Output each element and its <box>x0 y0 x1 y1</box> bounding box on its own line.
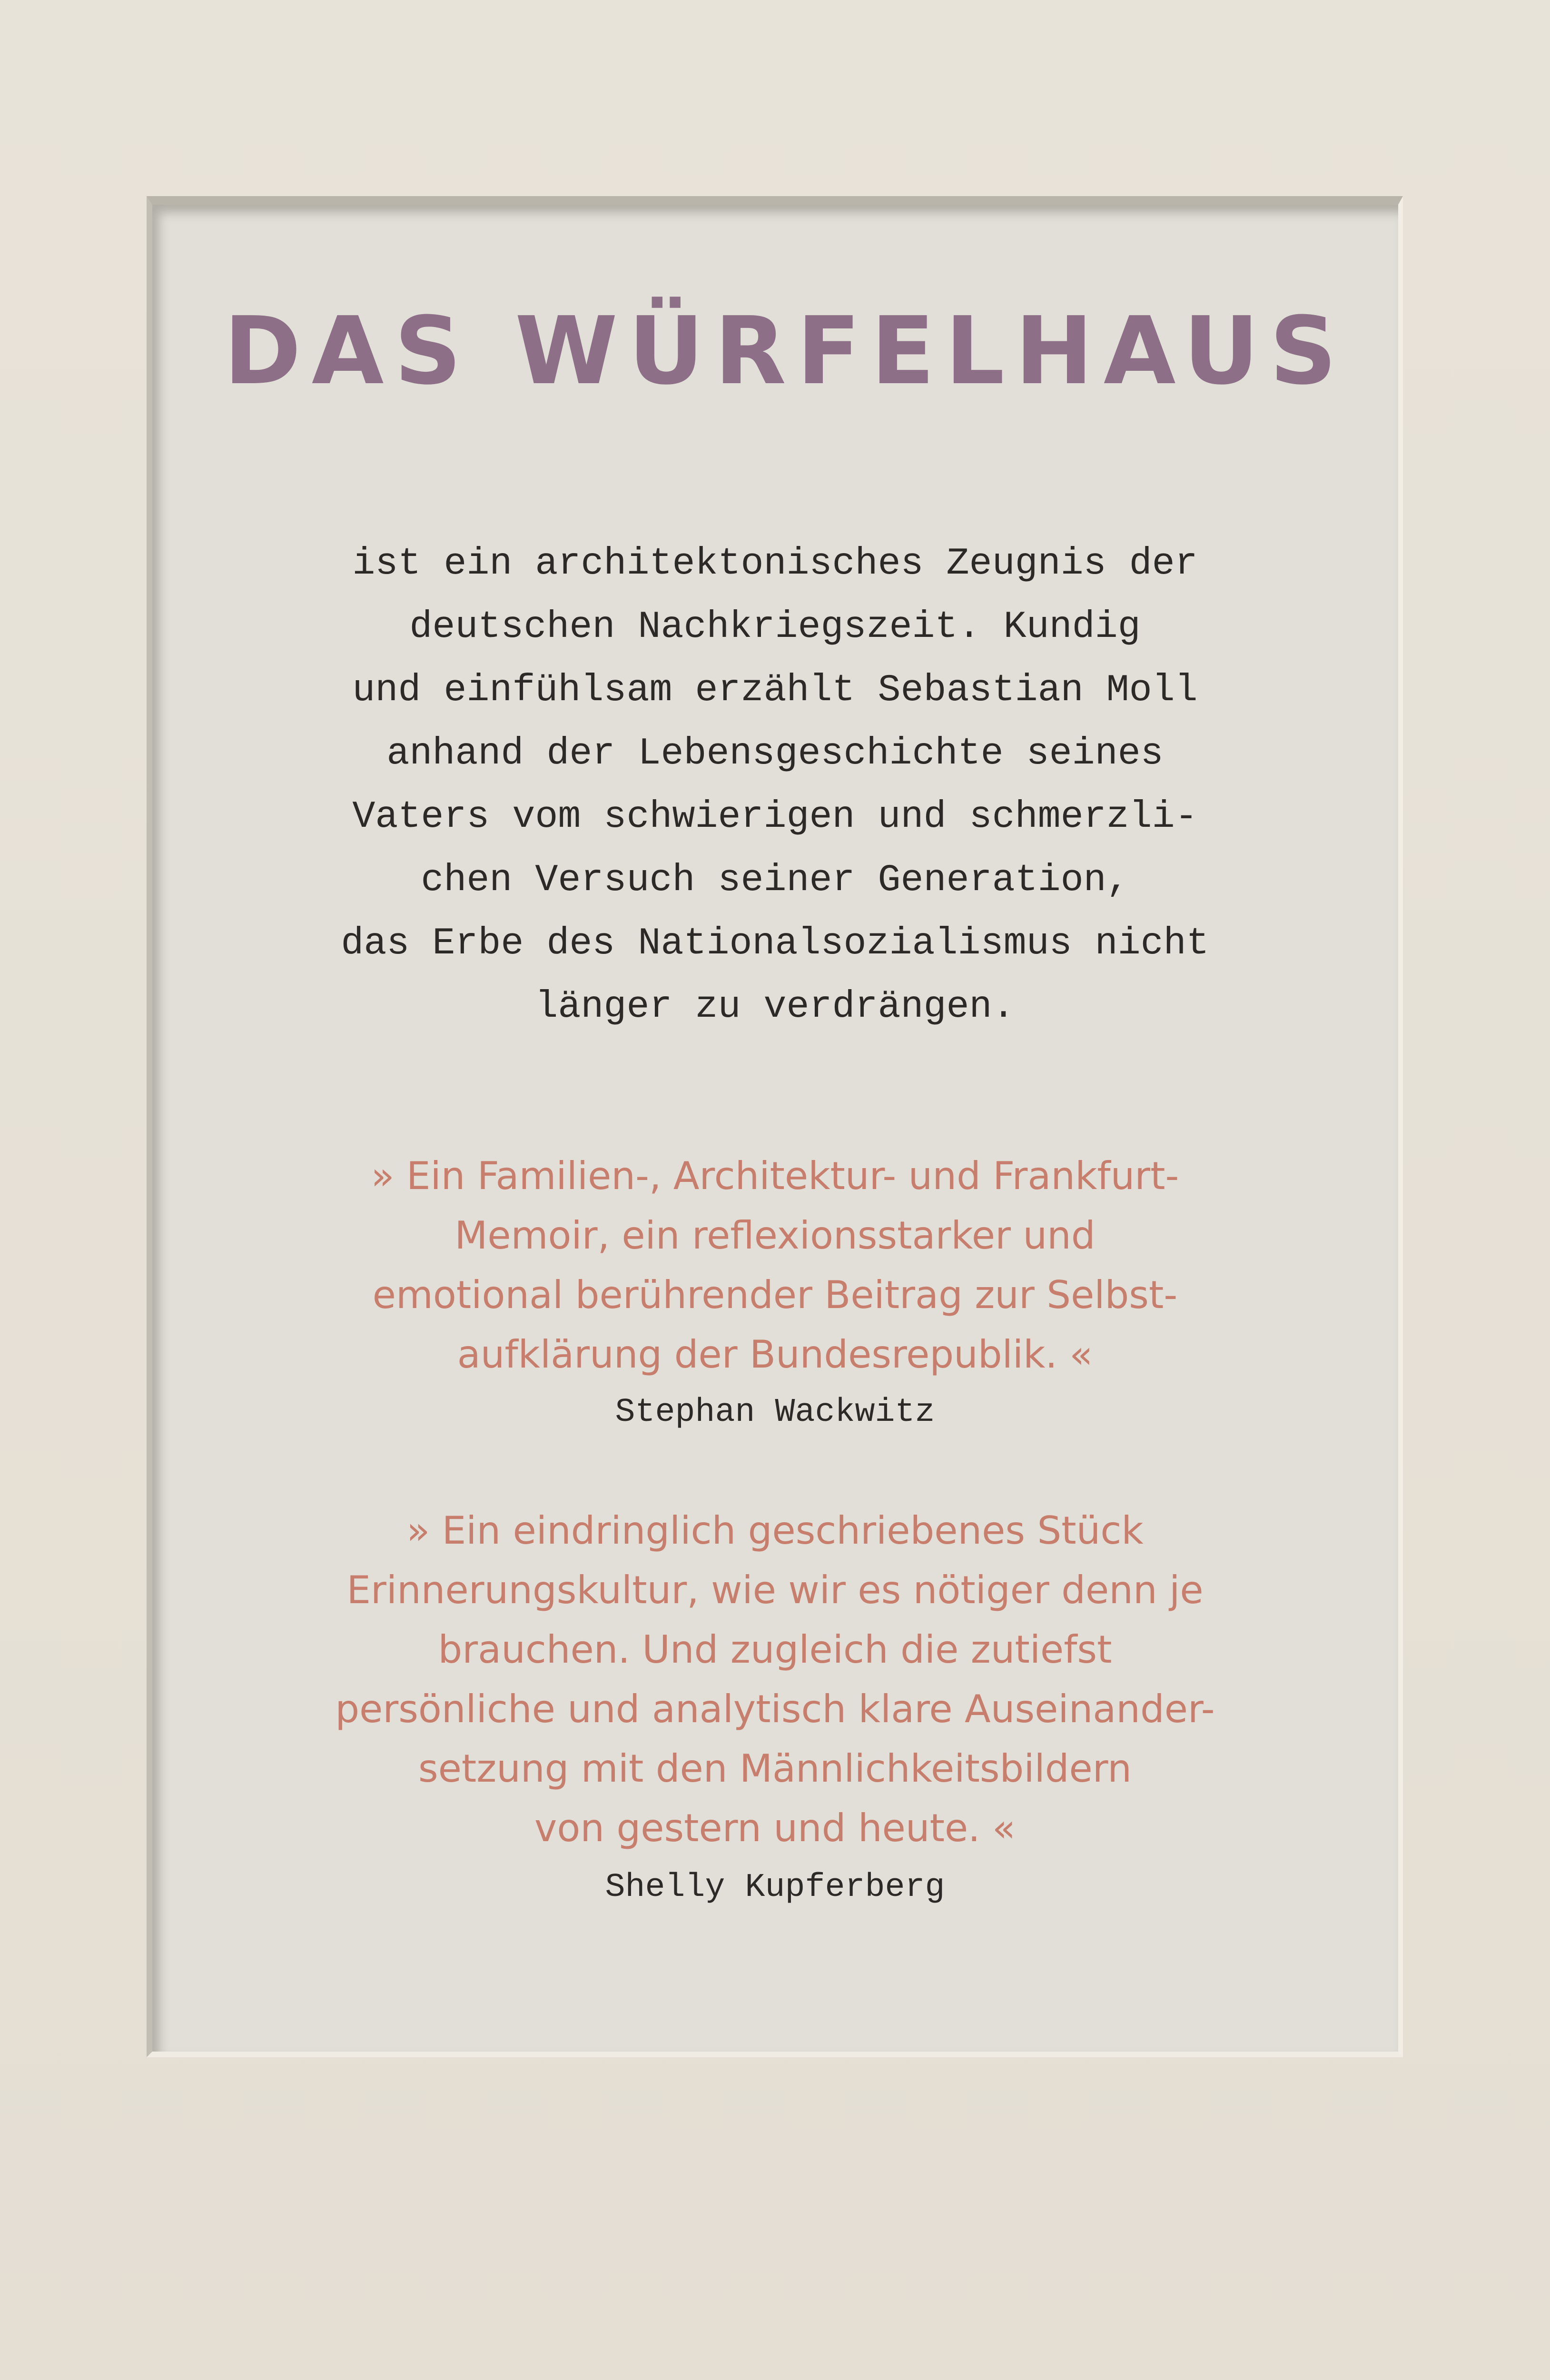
quote-author-1: Stephan Wackwitz <box>615 1394 935 1431</box>
blurb-line: und einfühlsam erzählt Sebastian Moll <box>352 669 1198 712</box>
book-title: DAS WÜRFELHAUS <box>224 297 1347 406</box>
quote-line: » Ein Familien-, Architektur- und Frankfurt- <box>371 1154 1179 1198</box>
quote-line: von gestern und heute. « <box>534 1806 1016 1850</box>
quote-author-2: Shelly Kupferberg <box>605 1869 945 1906</box>
blurb-line: länger zu verdrängen. <box>535 985 1015 1029</box>
blurb-line: ist ein architektonisches Zeugnis der <box>352 542 1198 585</box>
quote-line: brauchen. Und zugleich die zutiefst <box>438 1627 1112 1672</box>
quote-line: setzung mit den Männlichkeitsbildern <box>418 1746 1132 1791</box>
blurb-line: chen Versuch seiner Generation, <box>421 859 1129 902</box>
blurb-line: anhand der Lebensgeschichte seines <box>386 732 1164 775</box>
review-quote-2 <box>0 1501 1550 1858</box>
quote-line: Erinnerungskultur, wie wir es nötiger denn je <box>346 1568 1204 1612</box>
blurb-line: das Erbe des Nationalsozialismus nicht <box>341 922 1209 965</box>
quote-line: aufklärung der Bundesrepublik. « <box>457 1332 1093 1377</box>
blurb-line: Vaters vom schwierigen und schmerzli- <box>352 795 1198 839</box>
quote-line: Memoir, ein reflexionsstarker und <box>454 1213 1096 1258</box>
review-quote-1 <box>0 1146 1550 1384</box>
quote-line: persönliche und analytisch klare Auseinander- <box>335 1687 1215 1731</box>
blurb <box>0 532 1550 1039</box>
blurb-line: deutschen Nachkriegszeit. Kundig <box>409 605 1141 649</box>
quote-line: emotional berührender Beitrag zur Selbst- <box>372 1273 1178 1317</box>
quote-line: » Ein eindringlich geschriebenes Stück <box>406 1508 1144 1553</box>
